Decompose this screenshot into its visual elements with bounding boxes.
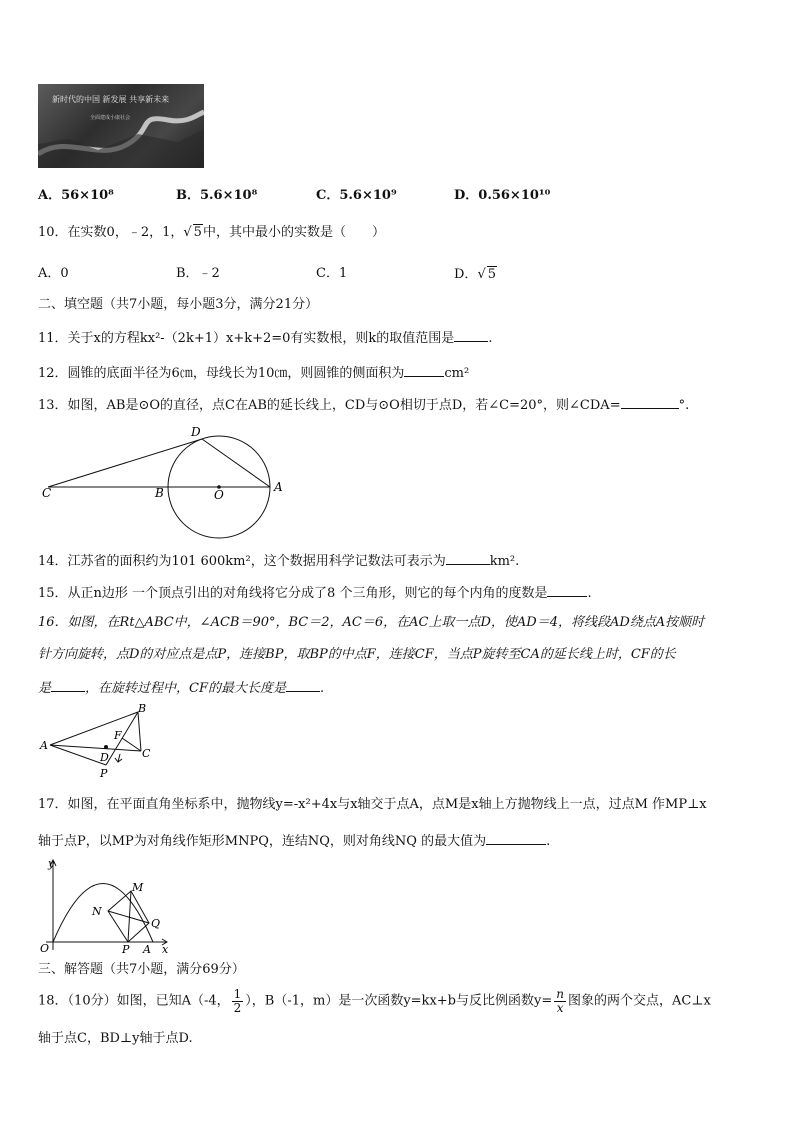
q9-option-a: A．56×10⁸ (38, 188, 114, 203)
q17-line2: 轴于点P，以MP为对角线作矩形MNPQ，连结NQ，则对角线NQ 的最大值为 . (38, 834, 551, 849)
q12-answer-blank (404, 364, 444, 377)
q15-answer-blank (547, 584, 587, 597)
label-p: P (100, 767, 108, 780)
sqrt-icon: √ (183, 225, 192, 240)
label-x: x (162, 943, 169, 956)
q10-option-b: B．﹣2 (176, 266, 220, 281)
q12-stem: 12．圆锥的底面半径为6㎝，母线长为10㎝，则圆锥的侧面积为 cm² (38, 366, 470, 381)
question-photo (38, 84, 204, 168)
q9-option-d: D．0.56×10¹⁰ (454, 188, 551, 203)
q10-option-c: C．1 (316, 266, 348, 281)
q13-answer-blank (621, 396, 679, 409)
q18-line1: 18．（10分）如图，已知A（-4， $\frac{1}{2}$ ），B（-1，m）是一次函数y=kx+b与反比例函数y= $\frac{n}{x}$ 图象的两个交点，AC⊥x (38, 987, 711, 1015)
q10-radicand: 5 (193, 225, 202, 240)
chord-da (202, 439, 270, 487)
tangent-cd (48, 439, 202, 487)
label-o: O (40, 942, 50, 955)
q10-stem: 10．在实数0，﹣2，1，√ 5中，其中最小的实数是（ ） (38, 225, 385, 240)
q13-stem: 13．如图，AB是⊙O的直径，点C在AB的延长线上，CD与⊙O相切于点D，若∠C=20°，则∠CDA= °. (38, 398, 690, 413)
segment-fc (122, 738, 141, 751)
photo-subtitle: 全面建成小康社会 (90, 115, 131, 121)
label-a: A (143, 943, 151, 956)
q10-option-d: D．√ 5 (454, 267, 497, 282)
q14-answer-blank (446, 552, 490, 565)
q16-line3: 是 ，在旋转过程中，CF的最大长度是 . (38, 681, 325, 696)
label-d: D (100, 751, 109, 764)
q14-stem: 14．江苏省的面积约为101 600km²，这个数据用科学记数法可表示为 km². (38, 554, 520, 569)
q10-option-a: A．0 (38, 266, 69, 281)
q9-option-c: C．5.6×10⁹ (316, 188, 397, 203)
q17-line1: 17．如图，在平面直角坐标系中，抛物线y=-x²+4x与x轴交于点A，点M是x轴上方抛物线上一点，过点M 作MP⊥x (38, 797, 707, 812)
label-y: y (48, 857, 55, 870)
rotation-arrow-icon (115, 754, 122, 762)
segment-bc (138, 712, 141, 751)
q11-stem: 11．关于x的方程kx²-（2k+1）x+k+2=0有实数根，则k的取值范围是 . (38, 331, 493, 346)
section3-heading: 三、解答题（共7小题，满分69分） (38, 962, 245, 977)
label-b: B (138, 702, 147, 715)
q13-circle-figure (38, 420, 298, 540)
label-o: O (214, 488, 224, 502)
photo-title: 新时代的中国 新发展 共享新未来 (52, 95, 170, 104)
fraction-one-half: $\frac{1}{2}$ (233, 987, 242, 1015)
label-c: C (42, 486, 52, 500)
q17-answer-blank (486, 832, 546, 845)
sqrt-icon: √ (477, 267, 486, 282)
q16-answer-blank-2 (286, 679, 320, 692)
q18-line2: 轴于点C，BD⊥y轴于点D. (38, 1031, 193, 1046)
q9-option-b: B．5.6×10⁸ (176, 188, 258, 203)
label-p: P (122, 943, 130, 956)
label-d: D (191, 425, 201, 439)
q16-triangle-figure (38, 702, 158, 782)
q11-answer-blank (454, 329, 488, 342)
label-a: A (40, 739, 48, 752)
label-a: A (274, 480, 283, 494)
q16-line1: 16．如图，在Rt△ABC中，∠ACB＝90°，BC＝2，AC＝6，在AC上取一点D，使AD＝4，将线段AD绕点A按顺时 (38, 615, 705, 630)
label-f: F (114, 729, 122, 742)
label-c: C (142, 747, 151, 760)
point-d (104, 745, 108, 749)
label-n: N (92, 905, 102, 918)
q16-answer-blank-1 (51, 679, 85, 692)
q17-parabola-figure (36, 855, 176, 957)
fraction-n-over-x: $\frac{n}{x}$ (556, 987, 564, 1015)
q15-stem: 15．从正n边形 一个顶点引出的对角线将它分成了8 个三角形，则它的每个内角的度数是 . (38, 586, 592, 601)
section2-heading: 二、填空题（共7小题，每小题3分，满分21分） (38, 297, 319, 312)
label-q: Q (151, 917, 161, 930)
label-m: M (132, 881, 144, 894)
label-b: B (155, 486, 164, 500)
q16-line2: 针方向旋转，点D的对应点是点P，连接BP，取BP的中点F，连接CF，当点P旋转至CA的延长线上时，CF的长 (38, 647, 676, 662)
